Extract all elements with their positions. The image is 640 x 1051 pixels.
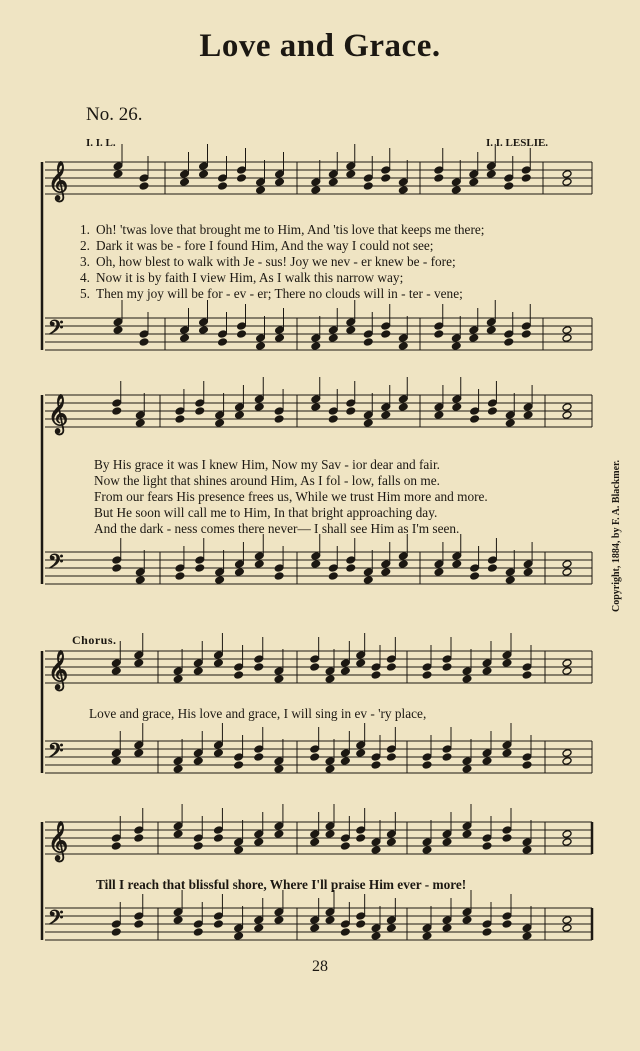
hymn-number: No. 26. <box>86 104 143 125</box>
copyright-notice: Copyright, 1884, by F. A. Blackmer. <box>611 459 622 612</box>
lyric-line: 4. Now it is by faith I view Him, As I walk this narrow way; <box>80 270 404 285</box>
svg-text:𝄢: 𝄢 <box>48 550 64 578</box>
page-number: 28 <box>312 958 328 975</box>
svg-text:𝄞: 𝄞 <box>48 821 69 861</box>
lyric-line: And the dark - ness comes there never— I shall see Him as I'm seen. <box>94 521 460 536</box>
svg-text:𝄞: 𝄞 <box>48 161 69 201</box>
lyric-line: 1. Oh! 'twas love that brought me to Him, And 'tis love that keeps me there; <box>80 222 485 237</box>
svg-text:𝄞: 𝄞 <box>48 394 69 434</box>
lyric-line: 2. Dark it was be - fore I found Him, And the way I could not see; <box>80 238 434 253</box>
svg-text:𝄢: 𝄢 <box>48 316 64 344</box>
lyric-line: 5. Then my joy will be for - ev - er; There no clouds will in - ter - vene; <box>80 286 463 301</box>
chorus-label: Chorus. <box>72 633 117 647</box>
verse-block-1 <box>70 222 484 302</box>
composer-name: I. I. LESLIE. <box>486 137 549 149</box>
svg-text:𝄢: 𝄢 <box>48 739 64 767</box>
svg-text:𝄞: 𝄞 <box>48 650 69 690</box>
verse-block-2 <box>94 457 488 537</box>
lyric-line: 3. Oh, how blest to walk with Je - sus! Joy we nev - er knew be - fore; <box>80 254 456 269</box>
chorus-lyric-line-2: Till I reach that blissful shore, Where I'll praise Him ever - more! <box>96 877 467 892</box>
lyric-line: Now the light that shines around Him, As I fol - low, falls on me. <box>94 473 440 488</box>
svg-text:𝄢: 𝄢 <box>48 906 64 934</box>
lyric-line: By His grace it was I knew Him, Now my Sav - ior dear and fair. <box>94 457 441 472</box>
lyric-line: From our fears His presence frees us, While we trust Him more and more. <box>94 489 488 504</box>
author-initials: I. I. L. <box>86 137 116 149</box>
chorus-lyric-line-1: Love and grace, His love and grace, I will sing in ev - 'ry place, <box>89 706 427 721</box>
lyric-line: But He soon will call me to Him, In that bright approaching day. <box>94 505 438 520</box>
hymn-title: Love and Grace. <box>199 28 441 64</box>
